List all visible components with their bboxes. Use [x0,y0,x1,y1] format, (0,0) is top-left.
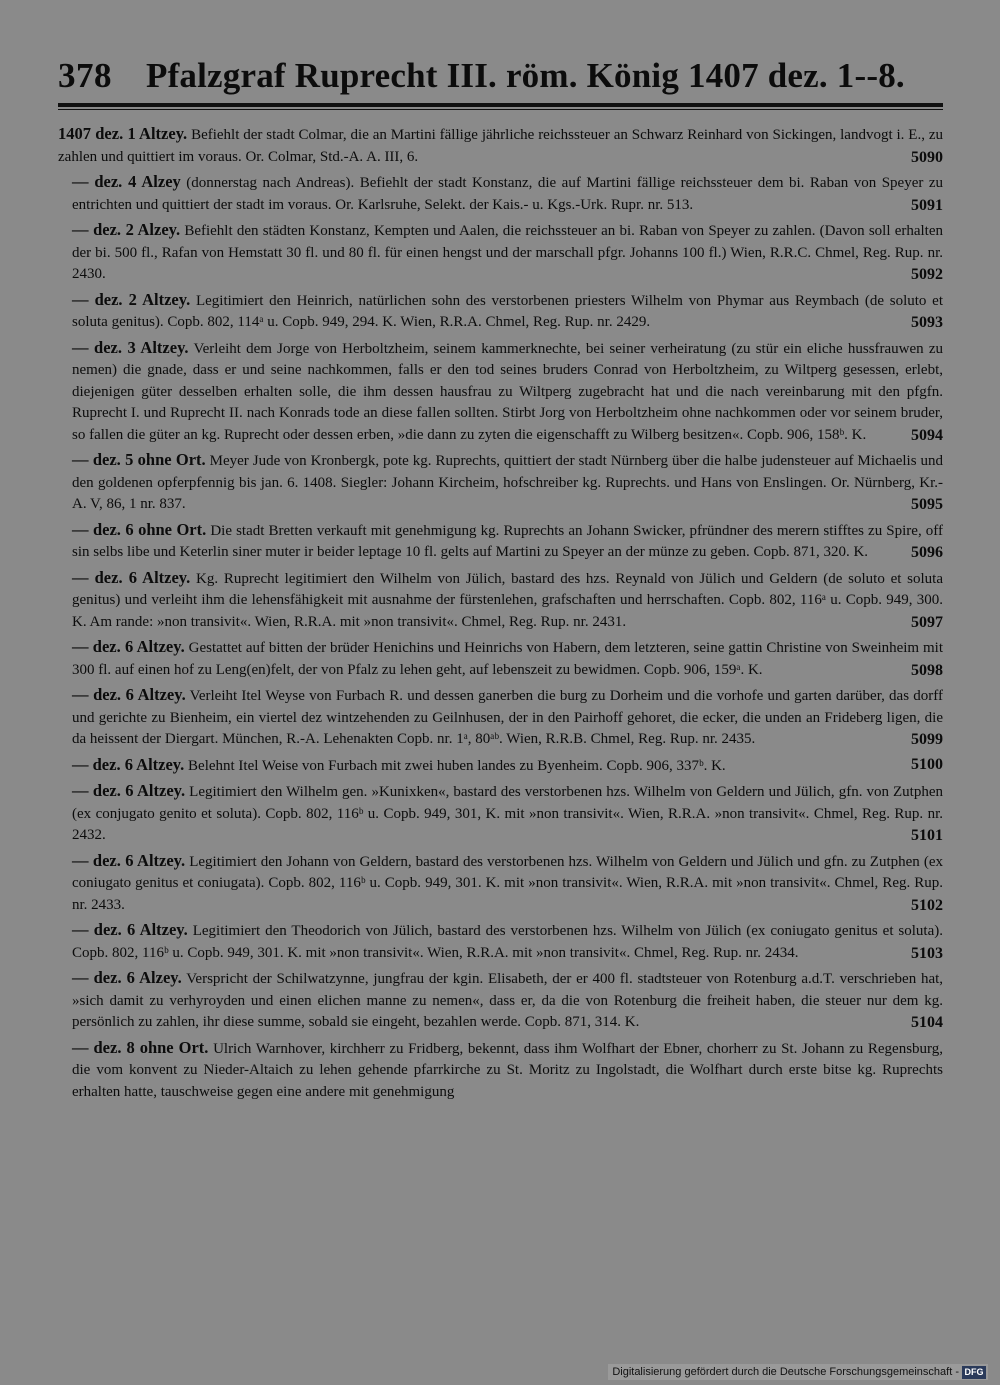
regest-text: Verleiht dem Jorge von Herboltzheim, seinem kammerknechte, bei seiner verheiratung (zu stür ein eliche hussfrauwen zu nemen) die gnade, dass er und seine nachkommen, falls er den tod seines bruders Conrad von Herboltzheim, zu Wiltperg gesessen, erlebt, diejenigen güter desselben erhalten solle, die ihm dessen hausfrau zu Wiltperg zugebracht hat und die nach vereinbarung mit den pfgfn. Ruprecht I. und Ruprecht II. nach Konrads tode an diese fallen sollten. Stirbt Jorg von Herboltzheim ohne nachkommen oder vor seinem bruder, so fallen die güter an kg. Ruprecht oder dessen erben, »die dann zu zyten die eigenschafft zu Wilberg besitzen«. Copb. 906, 158ᵇ. K. [72,340,943,443]
regest-entry [58,123,943,168]
regest-entry [58,519,943,564]
regest-number: 5097 [911,613,943,631]
regest-number: 5096 [911,544,943,561]
regest-text: Legitimiert den Wilhelm gen. »Kunixken«, bastard des verstorbenen hzs. Wilhelm von Geldern und Jülich, gfn. von Zutphen (ex conjugato genito et soluta). Copb. 802, 116ᵇ u. Copb. 949, 301, K. mit »non transivit«. Wien, R.R.A. »non transivit«. Chmel, Reg. Rup. nr. 2432. [72,784,944,843]
regest-entry [58,636,943,681]
regest-number: 5101 [911,827,943,844]
footer-text: Digitalisierung gefördert durch die Deutsche Forschungsgemeinschaft - [612,1366,959,1378]
regest-entry [58,684,943,751]
regest-number: 5091 [911,196,943,214]
regest-text: (donnerstag nach Andreas). Befiehlt der stadt Konstanz, die auf Martini fällige reichssteuer dem bi. Raban von Speyer zu entrichten und quittiert der stadt im voraus. Or. Karlsruhe, Selekt. der Kais.- u. Kgs.-Urk. Rupr. nr. 513. [72,175,943,213]
regest-text: Verleiht Itel Weyse von Furbach R. und dessen ganerben die burg zu Dorheim und die vorhofe und garten darüber, das dorff und gerichte zu Bienheim, ein viertel dez wintzehenden zu Geilnhusen, der in den Pairhoff gehoret, die ecker, die unden an Frideberg ligen, die da heissent der Diergart. München, R.-A. Lehenakten Copb. nr. 1ᵃ, 80ᵃᵇ. Wien, R.R.B. Chmel, Reg. Rup. nr. 2435. [72,688,943,747]
regest-date-place: — dez. 6 Altzey. [72,637,185,656]
regest-number: 5095 [911,496,943,513]
regest-date-place: — dez. 4 Alzey [72,172,181,191]
regest-entry [58,567,943,634]
regest-entry [58,967,943,1034]
regest-date-place: — dez. 6 Altzey. [72,920,188,939]
regest-date-place: — dez. 2 Alzey. [72,220,181,239]
regest-entry [58,754,943,778]
running-title: Pfalzgraf Ruprecht III. röm. König 1407 dez. 1--8. [146,56,905,95]
regest-text: Verspricht der Schilwatzynne, jungfrau der kgin. Elisabeth, der er 400 fl. stadtsteuer von Rotenburg a.d.T. verschrieben hat, »sich damit zu verhyroyden und einen elichen manne zu nemen«, dass er, da die von Rotenburg die freiheit haben, die steuer nur dem kg. persönlich zu zahlen, ihr diese summe, sobald sie eingeht, bezahlen werde. Copb. 871, 314. K. [72,971,944,1030]
regest-text: Die stadt Bretten verkauft mit genehmigung kg. Ruprechts an Johann Swicker, pfründner des merern stifftes zu Spire, off sin selbs libe und Keterlin siner muter ir beider leptage 10 fl. gelts auf Martini zu Speyer an der münze zu geben. Copb. 871, 320. K. [72,522,944,560]
regest-number: 5092 [911,266,943,283]
regest-entry [58,1037,943,1104]
regest-text: Legitimiert den Heinrich, natürlichen sohn des verstorbenen priesters Wilhelm von Phymar aus Reymbach (de soluto et soluta genitus). Copb. 802, 114ᵃ u. Copb. 949, 294. K. Wien, R.R.A. Chmel, Reg. Rup. nr. 2429. [72,292,943,330]
regest-number: 5104 [911,1014,943,1031]
regest-number: 5093 [911,314,943,331]
regest-date-place: — dez. 6 Altzey. [72,781,186,800]
regest-date-place: — dez. 6 Alzey. [72,968,182,987]
regest-date-place: — dez. 2 Altzey. [72,289,191,309]
regest-date-place: — dez. 8 ohne Ort. [72,1037,209,1057]
regest-date-place: — dez. 5 ohne Ort. [72,450,206,469]
regest-number: 5100 [911,755,943,773]
regest-entry [58,219,943,286]
regest-date-place: — dez. 6 Altzey. [72,754,185,774]
regest-entry [58,780,943,847]
regest-date-place: — dez. 6 Altzey. [72,567,191,587]
regest-text: Belehnt Itel Weise von Furbach mit zwei huben landes zu Byenheim. Copb. 906, 337ᵇ. K. [188,757,726,774]
dfg-logo-icon: DFG [962,1366,986,1379]
header-rule-thick [58,103,943,107]
regest-text: Legitimiert den Theodorich von Jülich, bastard des verstorbenen hzs. Wilhelm von Jülich (ex coniugato genitus et soluta). Copb. 802, 116ᵇ u. Copb. 949, 301. K. mit »non transivit«. Wien, R.R.A. mit »non transivit«. Chmel, Reg. Rup. nr. 2434. [72,923,943,961]
page-number: 378 [58,56,112,95]
regest-date-place: — dez. 3 Altzey. [72,337,189,357]
regest-entry [58,850,943,917]
regest-date-place: — dez. 6 Altzey. [72,850,186,870]
regest-entry [58,171,943,216]
regest-text: Gestattet auf bitten der brüder Henichins und Heinrichs von Habern, dem letzteren, seine gattin Christine von Sweinheim mit 300 fl. auf einen hof zu Leng(en)felt, der von Pfalz zu lehen geht, auf lebenszeit zu bewidmen. Copb. 906, 159ᵃ. K. [72,640,943,678]
regesta-entries [58,123,943,1106]
regest-text: Kg. Ruprecht legitimiert den Wilhelm von Jülich, bastard des hzs. Reynald von Jülich und Geldern (de soluto et soluta genitus) und verleiht ihm die lehensfähigkeit mit ausnahme der fürstenlehen, grafschaften und herrschaften. Copb. 802, 116ᵃ u. Copb. 949, 300. K. Am rande: »non transivit«. Wien, R.R.A. mit »non transivit«. Chmel, Reg. Rup. nr. 2431. [72,570,943,630]
page-header [58,54,943,98]
regest-date-place: — dez. 6 Altzey. [72,685,186,704]
regest-number: 5094 [911,426,943,444]
regest-date-place: 1407 dez. 1 Altzey. [58,124,188,143]
regest-number: 5103 [911,944,943,962]
regest-entry [58,919,943,964]
regest-entry [58,449,943,516]
header-rule-thin [58,109,943,110]
regest-text: Ulrich Warnhover, kirchherr zu Fridberg, bekennt, dass ihm Wolfhart der Ebner, chorherr zu St. Johann zu Regensburg, die vom konvent zu Nieder-Altaich zu lehen gehende pfarrkirche zu St. Moritz zu Ingolstadt, die Wolfhart durch erste bitse kg. Ruprechts erhalten hatte, tauschweise gegen eine andere mit genehmigung [72,1040,944,1100]
regest-number: 5099 [911,731,943,748]
regest-number: 5090 [911,148,943,166]
regest-number: 5102 [911,896,943,914]
regest-entry [58,337,943,447]
funding-footer [608,1364,988,1380]
regest-text: Befiehlt der stadt Colmar, die an Martini fällige jährliche reichssteuer an Schwarz Reinhard von Sickingen, landvogt i. E., zu zahlen und quittiert im voraus. Or. Colmar, Std.-A. A. III, 6. [58,127,944,165]
regest-entry [58,289,943,334]
regest-text: Legitimiert den Johann von Geldern, bastard des verstorbenen hzs. Wilhelm von Geldern und Jülich und gfn. zu Zutphen (ex coniugato genitus et coniugata). Copb. 802, 116ᵇ u. Copb. 949, 301. K. mit »non transivit«. Wien, R.R.A. mit »non transivit«. Chmel, Reg. Rup. nr. 2433. [72,853,943,913]
regest-date-place: — dez. 6 ohne Ort. [72,519,207,539]
regest-number: 5098 [911,661,943,679]
regest-text: Befiehlt den städten Konstanz, Kempten und Aalen, die reichssteuer an bi. Raban von Speyer zu zahlen. (Davon soll erhalten der bi. 500 fl., Rafan von Hemstatt 30 fl. und 80 fl. für einen hengst und der marschall pfgr. Johanns 100 fl.) Wien, R.R.C. Chmel, Reg. Rup. nr. 2430. [72,223,943,282]
regest-text: Meyer Jude von Kronbergk, pote kg. Ruprechts, quittiert der stadt Nürnberg über die halbe judensteuer auf Michaelis und den goldenen opferpfennig bis jan. 6. 1408. Siegler: Johann Kircheim, hofschreiber kg. Ruprechts. und Hans von Enslingen. Or. Nürnberg, Kr.-A. V, 86, 1 nr. 837. [72,453,944,512]
